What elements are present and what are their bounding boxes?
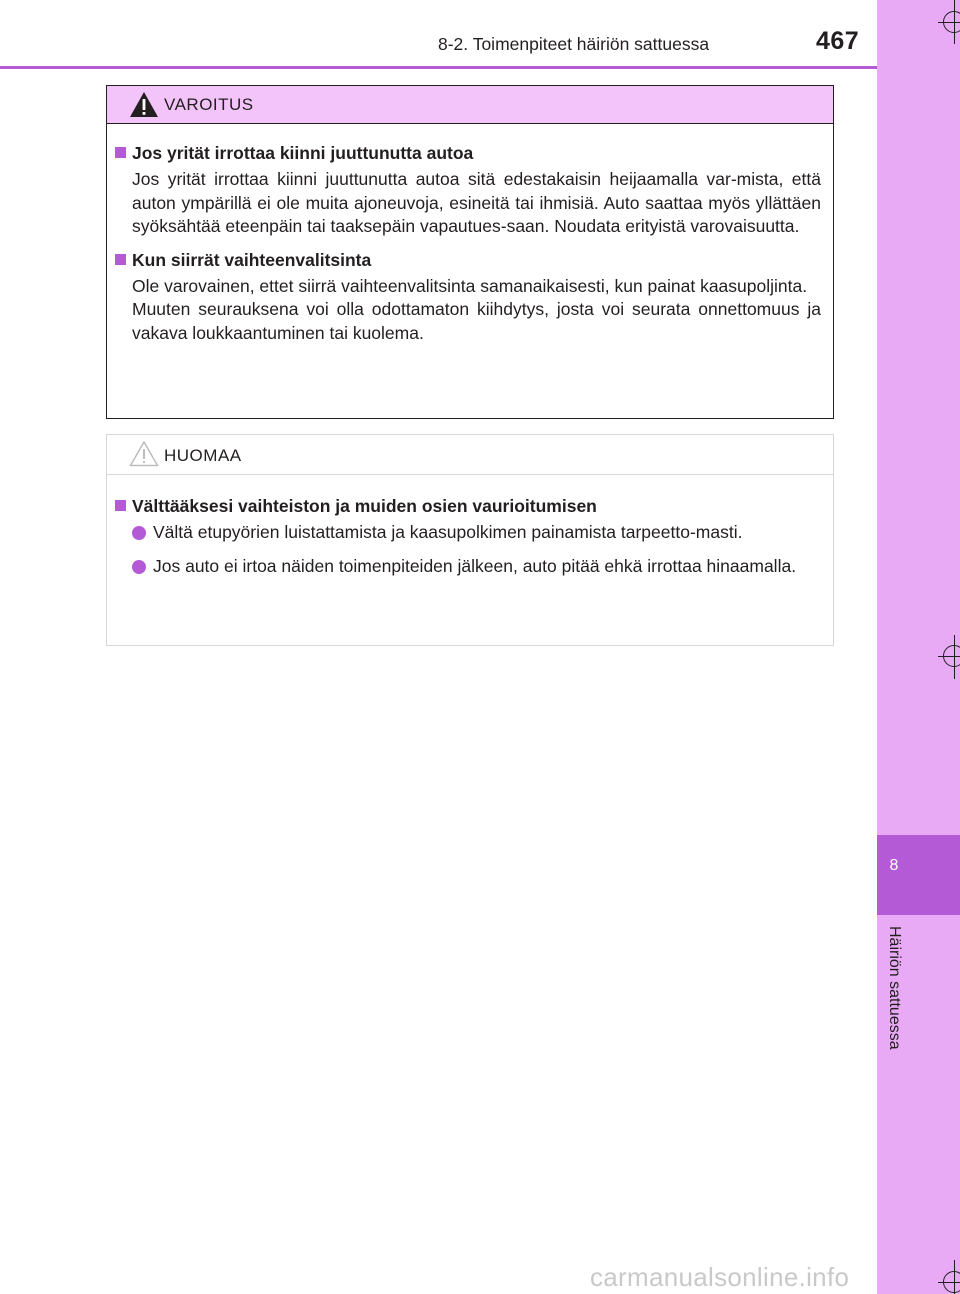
crop-circle-bottom [943,1271,960,1293]
warning-triangle-outline-icon [129,439,159,472]
warning-box [106,85,834,419]
square-bullet-icon [115,254,126,265]
header-rule [0,66,877,69]
caution-bullet-item [115,555,821,579]
chapter-label: Häiriön sattuessa [886,926,903,1050]
square-bullet-icon [115,147,126,158]
square-bullet-icon [115,500,126,511]
caution-header [107,435,833,475]
warning-header [107,86,833,124]
caution-label: HUOMAA [164,446,242,465]
warning-item-heading-text: Kun siirrät vaihteenvalitsinta [132,249,372,270]
chapter-number: 8 [889,857,899,874]
crop-circle-mid [943,645,960,667]
section-title: 8-2. Toimenpiteet häiriön sattuessa [438,34,710,54]
caution-bullet-text: Vältä etupyörien luistattamista ja kaasupolkimen painamista tarpeetto-masti. [153,522,743,542]
warning-label: VAROITUS [164,95,254,114]
round-bullet-icon [132,526,146,540]
caution-bullet-item [115,521,821,545]
watermark-text: carmanualsonline.info [590,1262,850,1292]
warning-item-paragraph: Jos yrität irrottaa kiinni juuttunutta autoa sitä edestakaisin heijaamalla var-mista, että auton ympärillä ei ole muita ajoneuvoja, esineitä tai ihmisiä. Auto saattaa myös yllättäen syöksähtää eteenpäin tai taaksepäin vapautues-saan. Noudata erityistä varovaisuutta. [132,169,821,236]
caution-bullet-text: Jos auto ei irtoa näiden toimenpiteiden jälkeen, auto pitää ehkä irrottaa hinaamalla. [153,555,797,576]
caution-box [106,434,834,646]
warning-item-paragraph: Muuten seurauksena voi olla odottamaton kiihdytys, josta voi seurata onnettomuus ja vakava loukkaantuminen tai kuolema. [132,299,821,343]
caution-body [107,475,833,578]
page-number: 467 [816,27,860,55]
warning-triangle-filled-icon [129,90,159,123]
warning-item-heading [115,248,821,272]
round-bullet-icon [132,560,146,574]
warning-item-text [115,275,821,346]
caution-item-heading-text: Välttääksesi vaihteiston ja muiden osien vaurioitumisen [132,496,597,516]
chapter-label-wrap [877,920,911,1090]
warning-item-heading-text: Jos yrität irrottaa kiinni juuttunutta autoa [132,143,474,163]
warning-item-heading [115,141,821,165]
warning-body [107,124,833,345]
warning-item-paragraph: Ole varovainen, ettet siirrä vaihteenvalitsinta samanaikaisesti, kun painat kaasupoljinta. [132,275,808,296]
crop-circle-top [943,11,960,33]
caution-item-heading [115,494,821,518]
warning-item-text [115,168,821,239]
chapter-tab [877,835,960,915]
